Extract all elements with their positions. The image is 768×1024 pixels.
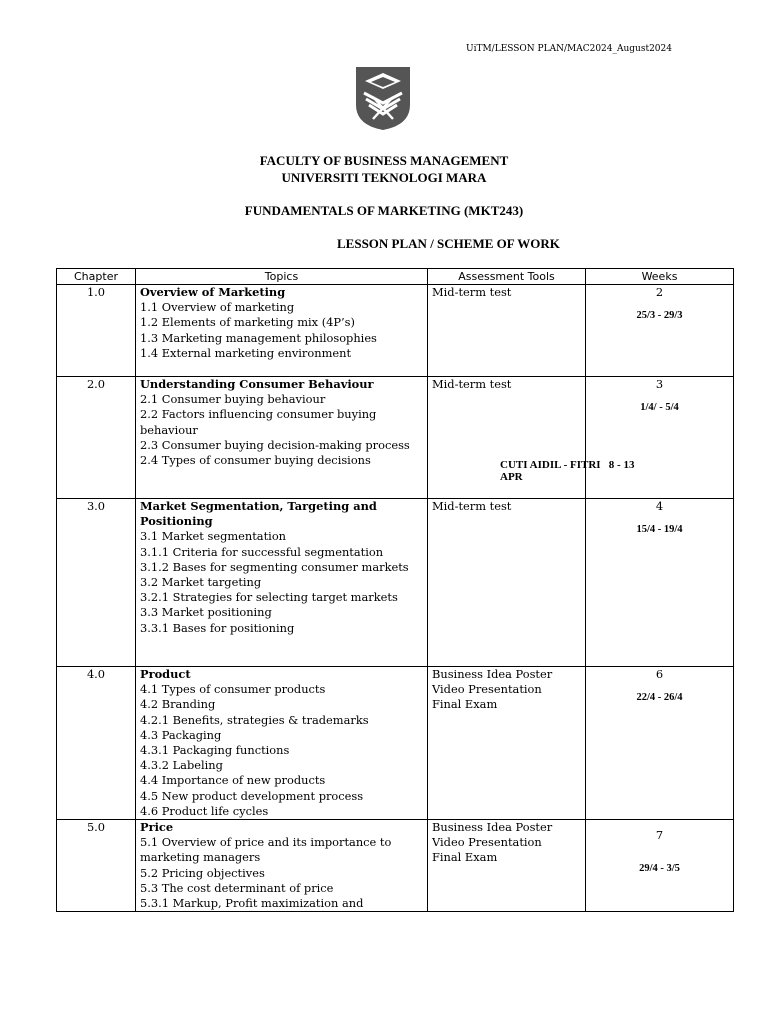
holiday-note: [500, 459, 660, 483]
uitm-logo-icon: [356, 67, 410, 130]
chapter-number: 1.0: [57, 285, 136, 377]
topic-item: 4.3 Packaging: [140, 727, 222, 742]
assessment-item: Mid-term test: [432, 285, 512, 299]
assessment-item: Final Exam: [432, 850, 498, 865]
chapter-title: Overview of Marketing: [140, 285, 286, 299]
weeks-cell: [586, 667, 734, 820]
week-number: 7: [655, 828, 664, 843]
topic-item: 5.2 Pricing objectives: [140, 865, 265, 880]
topic-item: 5.3 The cost determinant of price: [140, 880, 334, 895]
topic-item: 4.4 Importance of new products: [140, 773, 326, 788]
topic-item: 1.1 Overview of marketing: [140, 300, 295, 315]
topic-item: 2.2 Factors influencing consumer buying behaviour: [140, 407, 377, 437]
week-dates: 25/3 - 29/3: [636, 310, 683, 322]
faculty-title: FACULTY OF BUSINESS MANAGEMENT: [259, 153, 509, 168]
topic-item: 1.2 Elements of marketing mix (4P’s): [140, 315, 355, 330]
lesson-plan-table: [56, 268, 734, 912]
topic-item: 4.1 Types of consumer products: [140, 682, 326, 697]
week-number: 3: [655, 377, 664, 391]
chapter-title: Price: [140, 820, 174, 835]
chapter-number: 3.0: [57, 499, 136, 667]
topic-item: 3.2 Market targeting: [140, 575, 262, 590]
assessment-item: Video Presentation: [432, 682, 542, 697]
holiday-note-line2: APR: [500, 471, 523, 483]
topic-item: 3.3.1 Bases for positioning: [140, 620, 295, 635]
chapter-title: Product: [140, 667, 191, 681]
topic-item: 2.4 Types of consumer buying decisions: [140, 453, 371, 468]
week-number: 6: [655, 667, 664, 681]
week-dates: 1/4/ - 5/4: [640, 402, 679, 414]
topic-item: 1.3 Marketing management philosophies: [140, 330, 377, 345]
week-number: 2: [655, 285, 664, 299]
topics-cell: [136, 667, 428, 820]
course-title: FUNDAMENTALS OF MARKETING (MKT243): [244, 203, 524, 218]
week-dates: 15/4 - 19/4: [636, 524, 683, 536]
topic-item: 4.3.2 Labeling: [140, 758, 223, 773]
assessment-cell: [428, 285, 586, 377]
assessment-item: Final Exam: [432, 697, 498, 712]
chapter-number: 4.0: [57, 667, 136, 820]
topic-item: 4.2.1 Benefits, strategies & trademarks: [140, 712, 369, 727]
assessment-cell: [428, 499, 586, 667]
week-dates: 29/4 - 3/5: [639, 863, 680, 875]
university-title: UNIVERSITI TEKNOLOGI MARA: [281, 170, 487, 185]
chapter-title: Market Segmentation, Targeting and Positioning: [140, 499, 377, 529]
assessment-item: Mid-term test: [432, 377, 512, 391]
topics-cell: [136, 377, 428, 499]
table-row: [57, 499, 734, 667]
topics-cell: [136, 285, 428, 377]
topic-item: 3.3 Market positioning: [140, 605, 272, 620]
topic-item: 4.5 New product development process: [140, 788, 364, 803]
assessment-item: Business Idea Poster: [432, 667, 553, 681]
assessment-item: Business Idea Poster: [432, 820, 553, 835]
weeks-header: Weeks: [586, 269, 734, 285]
chapter-header: Chapter: [57, 269, 136, 285]
topic-item: 5.3.1 Markup, Profit maximization and: [140, 896, 364, 911]
weeks-cell: [586, 820, 734, 912]
topic-item: 3.1 Market segmentation: [140, 529, 287, 544]
table-row: [57, 285, 734, 377]
document-reference: UiTM/LESSON PLAN/MAC2024_August2024: [466, 44, 672, 54]
assessment-item: Mid-term test: [432, 499, 512, 513]
chapter-number: 5.0: [57, 820, 136, 912]
weeks-cell: [586, 499, 734, 667]
assessment-cell: [428, 820, 586, 912]
topic-item: 2.3 Consumer buying decision-making process: [140, 437, 410, 452]
weeks-cell: [586, 285, 734, 377]
assessment-header: Assessment Tools: [428, 269, 586, 285]
topics-header: Topics: [136, 269, 428, 285]
topics-cell: [136, 499, 428, 667]
assessment-item: Video Presentation: [432, 835, 542, 850]
chapter-title: Understanding Consumer Behaviour: [140, 377, 374, 391]
week-number: 4: [655, 499, 664, 513]
topic-item: 4.2 Branding: [140, 697, 216, 712]
lesson-plan-title: LESSON PLAN / SCHEME OF WORK: [337, 236, 560, 251]
topic-item: 3.1.1 Criteria for successful segmentation: [140, 544, 384, 559]
topics-cell: [136, 820, 428, 912]
topic-item: 4.3.1 Packaging functions: [140, 743, 290, 758]
table-row: [57, 667, 734, 820]
topic-item: 5.1 Overview of price and its importance to marketing managers: [140, 835, 392, 865]
topic-item: 3.1.2 Bases for segmenting consumer markets: [140, 559, 409, 574]
table-row: [57, 820, 734, 912]
holiday-note-line1: CUTI AIDIL - FITRI 8 - 13: [500, 459, 635, 471]
topic-item: 1.4 External marketing environment: [140, 345, 352, 360]
chapter-number: 2.0: [57, 377, 136, 499]
topic-item: 3.2.1 Strategies for selecting target markets: [140, 590, 398, 605]
table-header-row: [57, 269, 734, 285]
week-dates: 22/4 - 26/4: [636, 692, 683, 704]
topic-item: 4.6 Product life cycles: [140, 803, 269, 818]
assessment-cell: [428, 667, 586, 820]
topic-item: 2.1 Consumer buying behaviour: [140, 392, 326, 407]
